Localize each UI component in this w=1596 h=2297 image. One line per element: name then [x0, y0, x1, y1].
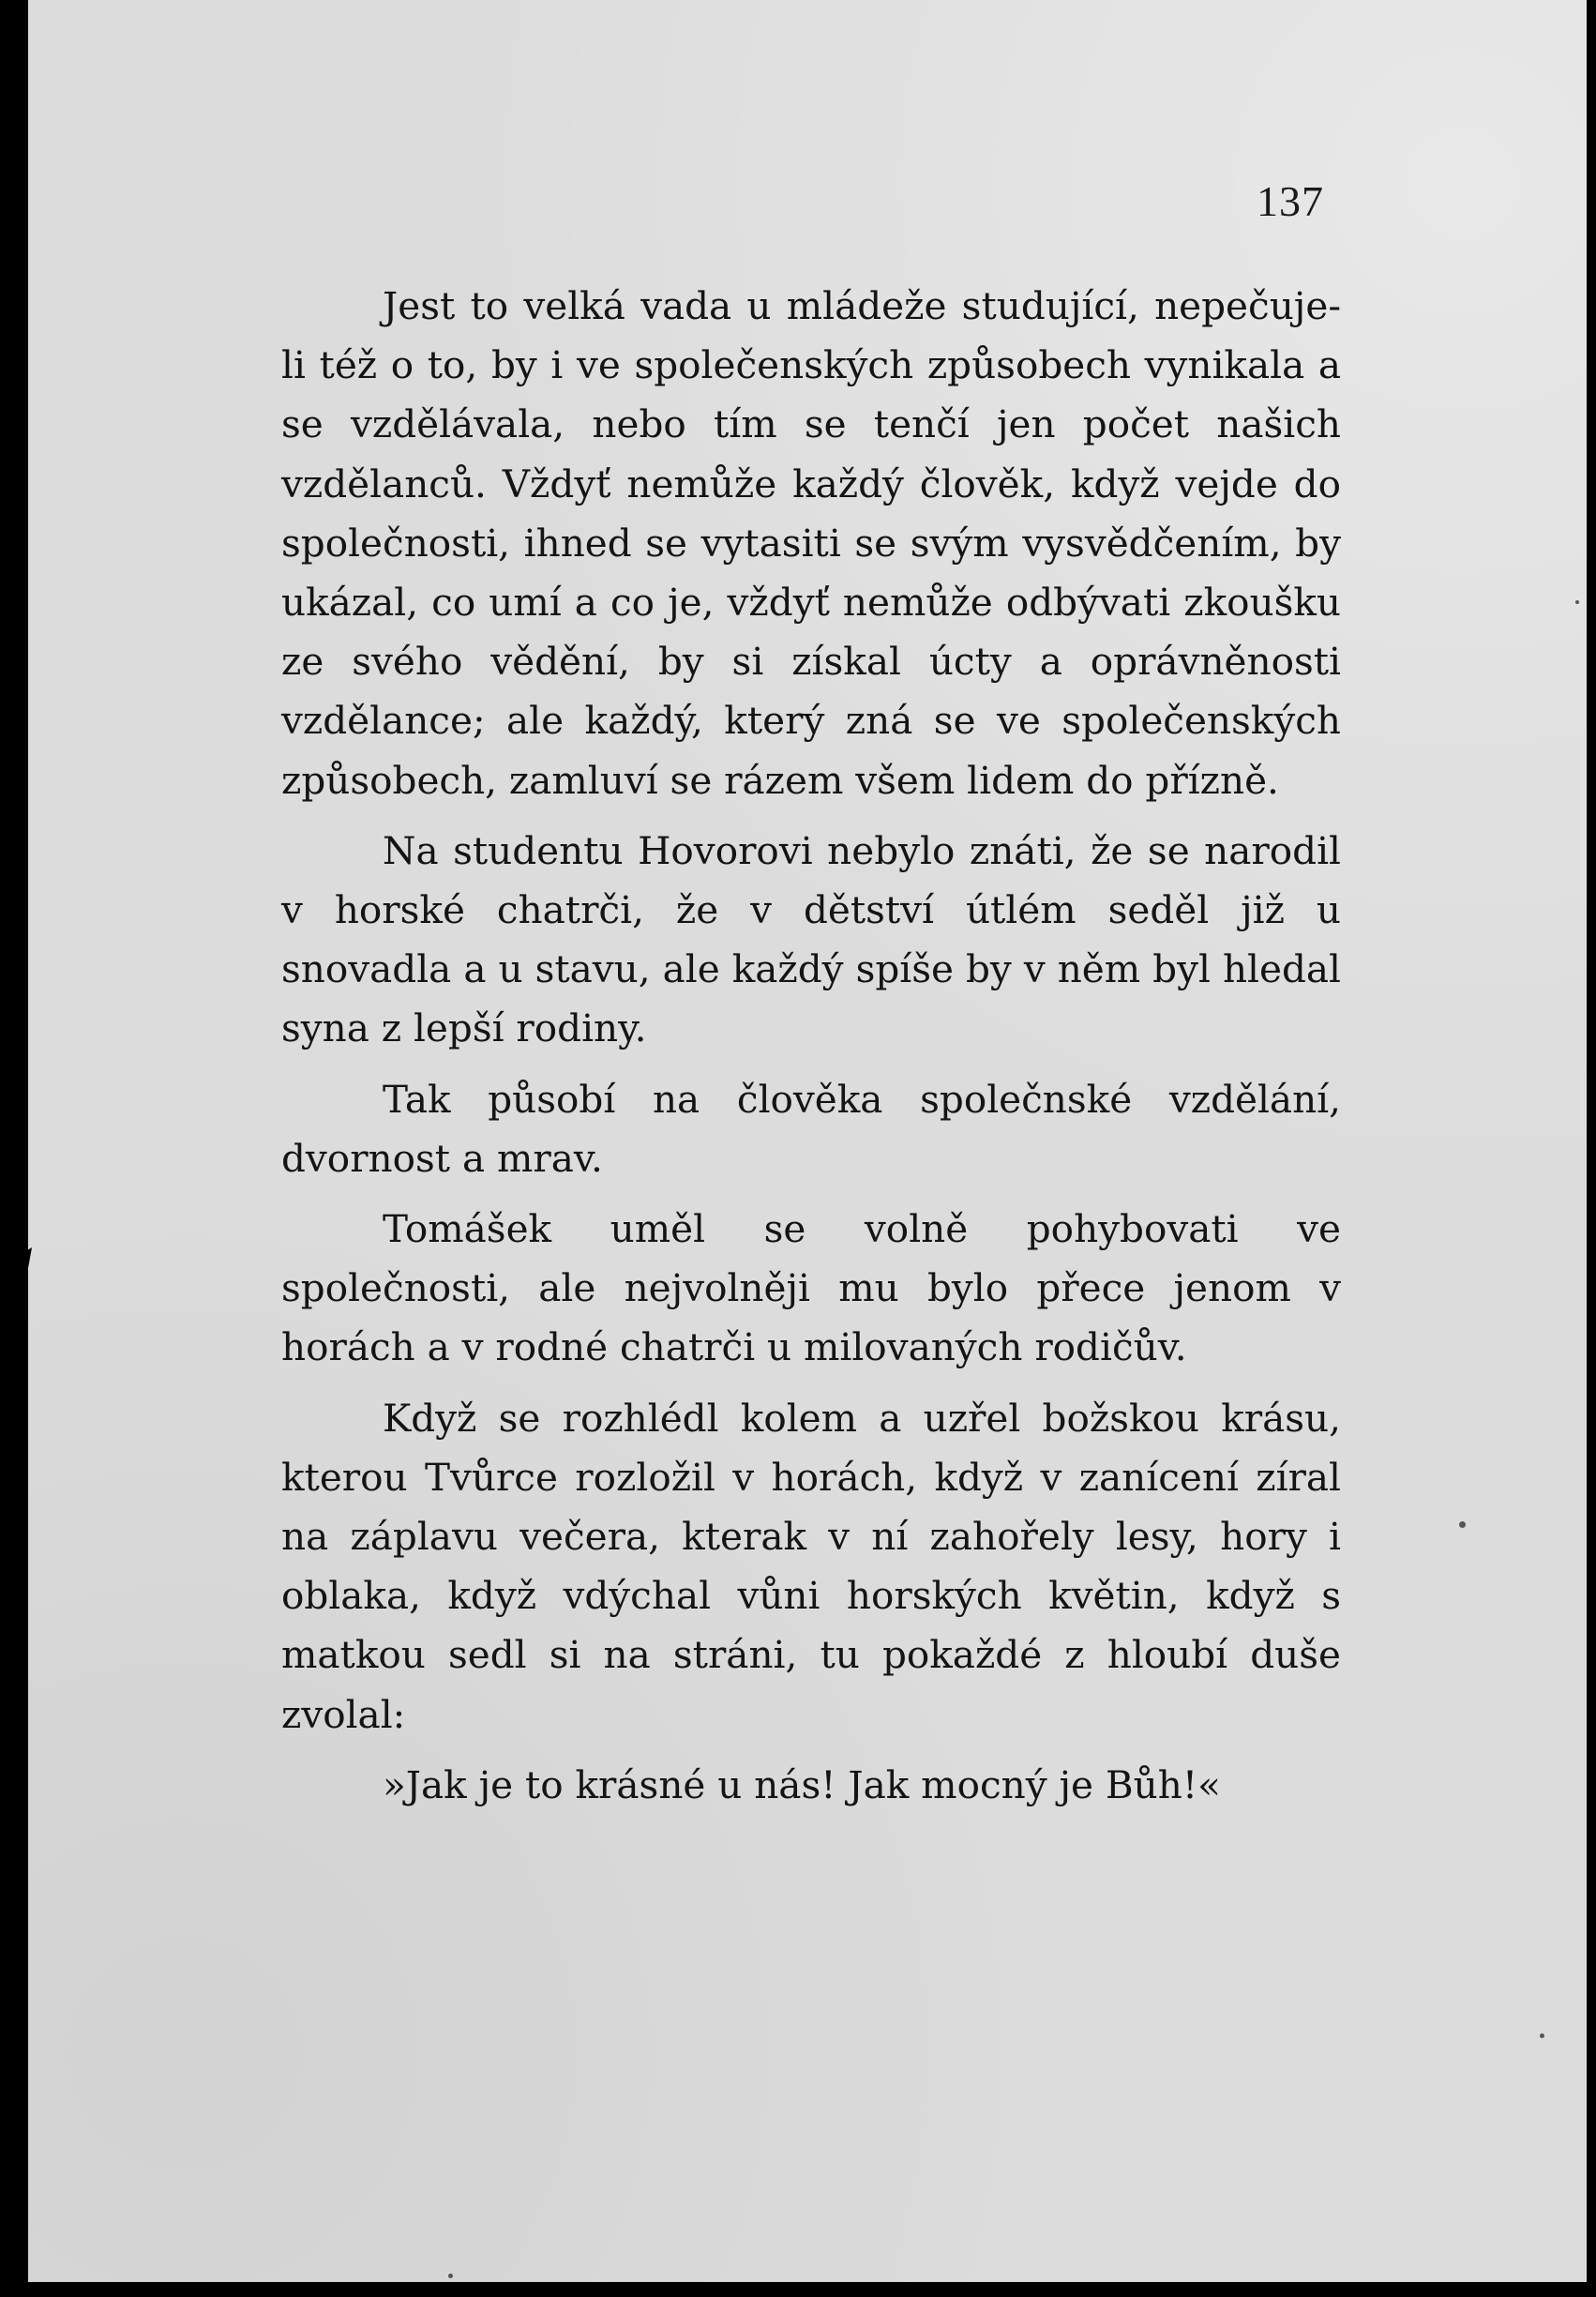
paper-speck [448, 2274, 453, 2278]
paper-speck [1540, 2033, 1544, 2038]
paragraph-5: Když se rozhlédl kolem a uzřel božskou krásu, kterou Tvůrce rozložil v horách, když v zanícení zíral na záplavu večera, kterak v ní zahořely lesy, hory i oblaka, když vdýchal vůni horských květin, když s matkou sedl si na stráni, tu pokaždé z hloubí duše zvolal: [281, 1395, 1341, 1737]
page-body [281, 277, 1341, 1826]
paragraph-3: Tak působí na člověka společnské vzdělání, dvornost a mrav. [281, 1076, 1341, 1181]
paper-speck [1575, 600, 1579, 604]
paragraph-6: »Jak je to krásné u nás! Jak mocný je Bůh!« [383, 1761, 1221, 1807]
paper-speck [1459, 1521, 1466, 1528]
paragraph-4: Tomášek uměl se volně pohybovati ve společnosti, ale nejvolněji mu bylo přece jenom v horách a v rodné chatrči u milovaných rodičův. [281, 1206, 1341, 1370]
paragraph-1: Jest to velká vada u mládeže studující, nepečuje-li též o to, by i ve společenských způsobech vynikala a se vzdělávala, nebo tím se tenčí jen počet našich vzdělanců. Vždyť nemůže každý člověk, když vejde do společnosti, ihned se vytasiti se svým vysvědčením, by ukázal, co umí a co je, vždyť nemůže odbývati zkoušku ze svého vědění, by si získal úcty a oprávněnosti vzdělance; ale každý, který zná se ve společenských způsobech, zamluví se rázem všem lidem do přízně. [281, 283, 1341, 803]
book-page [28, 0, 1587, 2282]
page-number: 137 [1257, 177, 1324, 225]
binding-edge-mark [0, 1236, 45, 1292]
paragraph-2: Na studentu Hovorovi nebylo znáti, že se narodil v horské chatrči, že v dětství útlém seděl již u snovadla a u stavu, ale každý spíše by v něm byl hledal syna z lepší rodiny. [281, 827, 1341, 1051]
